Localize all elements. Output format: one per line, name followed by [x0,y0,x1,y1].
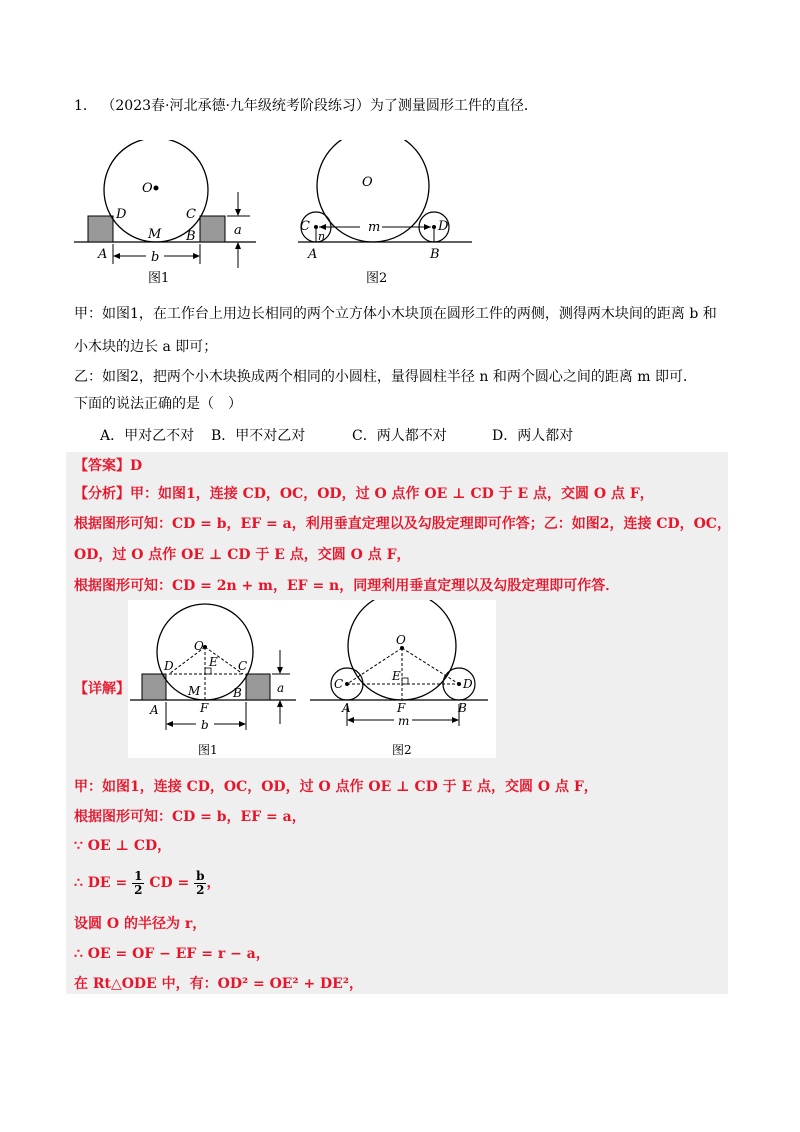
detail-line-4 [74,866,220,900]
statement-yi: 乙：如图2，把两个小木块换成两个相同的小圆柱，量得圆柱半径 n 和两个圆心之间的距离 m 即可． [74,369,697,385]
d-label-E2: E [392,669,401,683]
analysis-text-1: 甲：如图1，连接 CD，OC，OD，过 O 点作 OE ⊥ CD 于 E 点，交圆 O 点 F， [130,486,654,502]
question-header [74,97,538,115]
label-D: D [116,207,127,222]
label-n: n [318,230,326,243]
top-figure-2 [298,140,472,286]
detail-figure-1 [130,604,296,757]
fig2-caption: 图2 [366,271,388,286]
question-number: 1． [74,98,97,114]
detail-line-6: ∴ OE = OF − EF = r − a， [74,946,270,962]
detail-line-1: 甲：如图1，连接 CD，OC，OD，过 O 点作 OE ⊥ CD 于 E 点，交圆 O 点 F， [74,779,598,795]
detail-figure-2 [310,600,488,757]
fraction-half-den: 2 [134,882,143,897]
fig1-caption: 图1 [148,271,170,286]
d-label-A: A [150,703,159,717]
label-D2: D [438,219,449,234]
d-label-b: b [201,718,209,732]
d-label-A2: A [342,701,351,715]
label-C2: C [300,219,310,234]
detail-4-mid: CD = [149,875,190,891]
d-label-C2: C [334,677,344,691]
label-O2: O [362,175,373,190]
option-c: C．两人都不对 [352,428,447,444]
answer-value: D [130,458,143,474]
label-m: m [368,220,381,235]
d-label-F: F [200,701,209,715]
label-a: a [234,223,242,238]
label-A: A [98,247,108,262]
fraction-b-num: b [196,868,205,883]
question-stem: 为了测量圆形工件的直径． [369,98,538,114]
detail-line-2: 根据图形可知：CD = b，EF = a， [74,809,306,825]
analysis-line-3: OD，过 O 点作 OE ⊥ CD 于 E 点，交圆 O 点 F， [74,547,411,563]
detail-figures [128,600,496,758]
fraction-b-den: 2 [196,882,205,897]
statement-jia-line2: 小木块的边长 a 即可； [74,339,218,355]
d-fig1-caption: 图1 [198,743,218,757]
analysis-line-4: 根据图形可知：CD = 2n + m，EF = n，同理利用垂直定理以及勾股定理即可作答． [74,578,620,594]
d-label-D: D [164,659,174,673]
d-label-C: C [238,659,248,673]
label-B: B [186,229,196,244]
analysis-line-2: 根据图形可知：CD = b，EF = a，利用垂直定理以及勾股定理即可作答；乙：如图2，连接 CD，OC， [74,516,731,532]
top-figures [70,140,490,288]
d-label-D2: D [463,677,473,691]
d-fig2-caption: 图2 [392,743,412,757]
label-B2: B [430,247,440,262]
question-prompt: 下面的说法正确的是（ ） [74,396,242,412]
detail-label: 【详解】 [74,681,130,697]
label-O: O [142,181,153,196]
label-M: M [148,227,162,242]
d-label-E: E [209,655,218,669]
answer-label: 【答案】 [74,458,130,474]
detail-line-7: 在 Rt△ODE 中，有：OD² = OE² + DE²， [74,976,363,992]
label-A2: A [308,247,318,262]
d-label-M: M [188,684,201,698]
analysis-label: 【分析】 [74,486,130,502]
d-label-a: a [277,681,285,695]
d-label-B2: B [458,701,467,715]
d-label-F2: F [397,701,406,715]
label-b: b [151,250,160,265]
top-figure-1 [74,140,256,286]
detail-4-pre: ∴ DE = [74,875,128,891]
d-label-B: B [233,686,242,700]
option-d: D．两人都对 [492,428,574,444]
fraction-b-half [194,870,206,897]
statement-jia-line1: 甲：如图1，在工作台上用边长相同的两个立方体小木块顶在圆形工件的两侧，测得两木块间的距离 b 和 [74,306,717,322]
question-source: （2023春·河北承德·九年级统考阶段练习） [101,98,370,114]
d-label-O: O [194,639,204,653]
d-label-O2: O [396,633,406,647]
option-b: B．甲不对乙对 [211,428,306,444]
label-C: C [186,207,196,222]
detail-line-5: 设圆 O 的半径为 r， [74,916,207,932]
detail-line-3: ∵ OE ⊥ CD， [74,838,172,854]
option-a: A．甲对乙不对 [100,428,195,444]
fraction-half [132,870,144,897]
detail-4-end: ， [206,875,221,891]
d-label-m: m [398,714,410,728]
answer-line [74,457,142,475]
fraction-half-num: 1 [134,868,143,883]
analysis-line-1 [74,485,654,503]
